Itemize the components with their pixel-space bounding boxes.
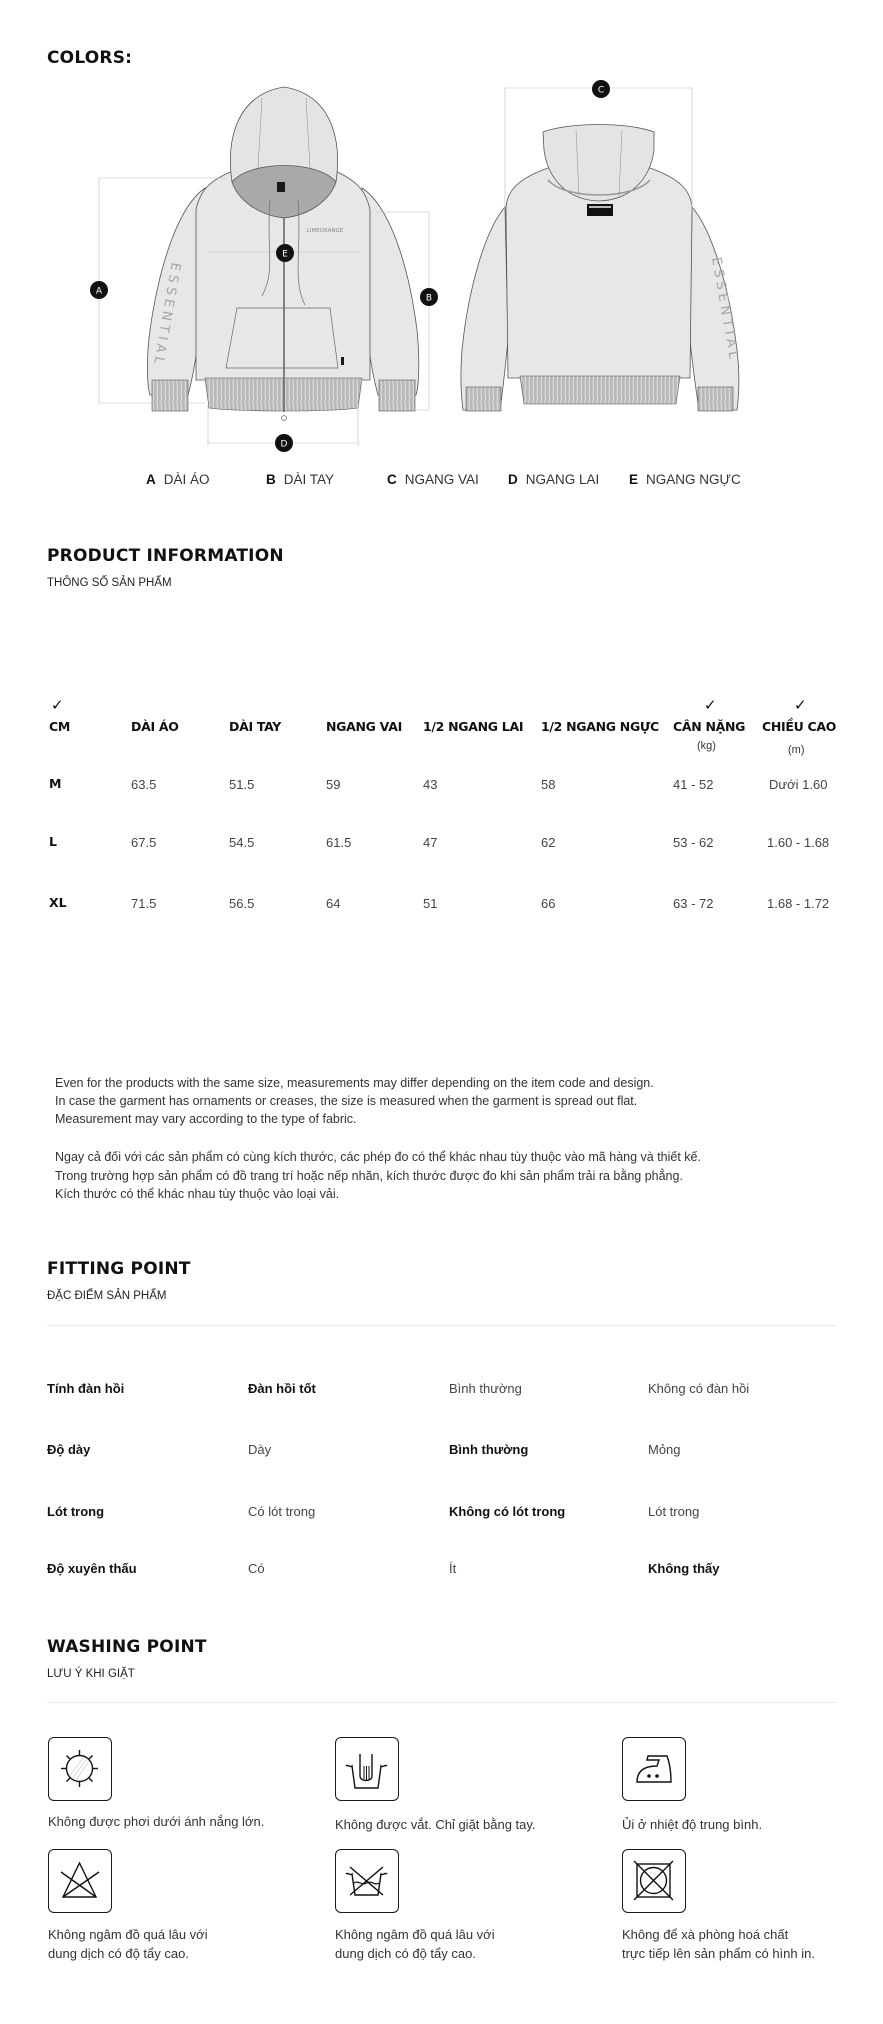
product-information-title: PRODUCT INFORMATION [47, 546, 284, 566]
fitting-attribute-label: Độ dày [47, 1442, 91, 1457]
fitting-point-subtitle: ĐẶC ĐIỂM SẢN PHẨM [47, 1290, 167, 1302]
legend-item-c: C NGANG VAI [387, 472, 479, 487]
fitting-option: Bình thường [449, 1381, 522, 1396]
fitting-option: Ít [449, 1561, 457, 1576]
washing-caption: Ủi ở nhiệt độ trung bình. [622, 1817, 763, 1832]
washing-point-subtitle: LƯU Ý KHI GIẶT [47, 1668, 135, 1680]
table-cell: 43 [423, 777, 438, 792]
note-en-line: Even for the products with the same size, measurements may differ depending on the item code and design. [55, 1076, 654, 1090]
hand-wash-icon [335, 1737, 399, 1801]
height-unit: (m) [788, 744, 805, 756]
size-label: L [49, 834, 57, 849]
column-header-weight: CÂN NẶNG [673, 719, 746, 734]
marker-d [275, 434, 293, 452]
no-tumble-dry-icon [622, 1849, 686, 1913]
legend-item-d: D NGANG LAI [508, 472, 600, 487]
fitting-option: Không có đàn hồi [648, 1381, 750, 1396]
svg-text:B: B [425, 293, 433, 304]
no-bleach-icon [48, 1849, 112, 1913]
note-en-line: Measurement may vary according to the type of fabric. [55, 1112, 357, 1126]
table-cell: 61.5 [326, 835, 352, 850]
svg-text:E: E [282, 249, 288, 260]
svg-text:A: A [95, 286, 103, 297]
table-cell: 58 [541, 777, 556, 792]
svg-text:C: C [597, 85, 605, 96]
table-cell: 63.5 [131, 777, 157, 792]
table-cell: 56.5 [229, 896, 255, 911]
product-information-subtitle: THÔNG SỐ SẢN PHẨM [47, 577, 172, 589]
fitting-option-selected: Không thấy [648, 1561, 720, 1576]
weight-unit: (kg) [697, 740, 716, 752]
note-vi-line: Trong trường hợp sản phẩm có đồ trang trí hoặc nếp nhăn, kích thước được đo khi sản phẩm trải ra bằng phẳng. [55, 1169, 683, 1183]
fitting-attribute-label: Tính đàn hồi [47, 1381, 125, 1396]
colors-title: COLORS: [47, 48, 133, 68]
washing-caption: Không ngâm đồ quá lâu với dung dịch có độ tẩy cao. [335, 1927, 495, 1961]
legend-item-a: A DÀI ÁO [146, 472, 210, 487]
iron-medium-icon [622, 1737, 686, 1801]
legend-item-e: E NGANG NGỰC [629, 472, 741, 487]
table-cell: 59 [326, 777, 341, 792]
table-cell: 64 [326, 896, 341, 911]
fitting-point-title: FITTING POINT [47, 1259, 191, 1279]
marker-a [90, 281, 108, 299]
check-icon: ✓ [51, 697, 64, 714]
column-header-sleeve: DÀI TAY [229, 719, 282, 734]
fitting-option-selected: Đàn hồi tốt [248, 1381, 316, 1396]
table-cell: 53 - 62 [673, 835, 714, 850]
table-cell: 67.5 [131, 835, 157, 850]
table-cell: 1.60 - 1.68 [767, 835, 830, 850]
table-cell: 51 [423, 896, 438, 911]
check-icon: ✓ [704, 697, 717, 714]
no-soak-icon [335, 1849, 399, 1913]
column-header-half-chest: 1/2 NGANG NGỰC [541, 719, 659, 734]
column-header-height: CHIỀU CAO [762, 719, 837, 734]
fitting-option: Dày [248, 1442, 272, 1457]
svg-text:D: D [280, 439, 288, 450]
fitting-attribute-label: Độ xuyên thấu [47, 1561, 137, 1576]
fitting-divider [47, 1325, 837, 1326]
table-cell: 63 - 72 [673, 896, 714, 911]
legend-item-b: B DÀI TAY [266, 472, 335, 487]
no-direct-sun-icon [48, 1737, 112, 1801]
note-vi-line: Ngay cả đối với các sản phẩm có cùng kích thước, các phép đo có thể khác nhau tùy thuộc vào mã hàng và thiết kế. [55, 1150, 701, 1164]
washing-point-title: WASHING POINT [47, 1637, 207, 1657]
washing-caption: Không ngâm đồ quá lâu với dung dịch có độ tẩy cao. [48, 1927, 208, 1961]
fitting-option: Có lót trong [248, 1504, 316, 1519]
table-cell: 1.68 - 1.72 [767, 896, 830, 911]
washing-caption: Không để xà phòng hoá chất trực tiếp lên sản phẩm có hình in. [622, 1927, 815, 1961]
column-header-half-hem: 1/2 NGANG LAI [423, 719, 524, 734]
fitting-option: Có [248, 1561, 265, 1576]
fitting-attribute-label: Lót trong [47, 1504, 105, 1519]
washing-caption: Không được phơi dưới ánh nắng lớn. [48, 1814, 265, 1829]
size-label: XL [49, 895, 67, 910]
back-hoodie-drawing [461, 85, 742, 411]
column-header-shoulder: NGANG VAI [326, 719, 402, 734]
table-cell: 47 [423, 835, 438, 850]
check-icon: ✓ [794, 697, 807, 714]
back-sleeve-print-text: ESSENTIAL [708, 256, 742, 364]
washing-divider [47, 1702, 837, 1703]
marker-e [276, 244, 294, 262]
washing-caption: Không được vắt. Chỉ giặt bằng tay. [335, 1817, 536, 1832]
table-cell: 66 [541, 896, 556, 911]
table-cell: 71.5 [131, 896, 157, 911]
note-en-line: In case the garment has ornaments or creases, the size is measured when the garment is spread out flat. [55, 1094, 638, 1108]
fitting-option-selected: Bình thường [449, 1442, 529, 1457]
front-hoodie-drawing [99, 87, 429, 446]
sleeve-print-text: ESSENTIAL [149, 261, 183, 369]
table-cell: 62 [541, 835, 556, 850]
chest-brand-text: LIMEORANGE [306, 228, 344, 234]
marker-c [592, 80, 610, 98]
table-cell: 54.5 [229, 835, 255, 850]
table-cell: 51.5 [229, 777, 255, 792]
size-label: M [49, 776, 62, 791]
marker-b [420, 288, 438, 306]
note-vi-line: Kích thước có thể khác nhau tùy thuộc vào loại vải. [55, 1187, 340, 1201]
table-cell: Dưới 1.60 [769, 777, 828, 792]
fitting-option: Lót trong [648, 1504, 700, 1519]
garment-measurement-diagram [0, 70, 883, 470]
table-cell: 41 - 52 [673, 777, 714, 792]
column-header-cm: CM [49, 719, 71, 734]
column-header-length: DÀI ÁO [131, 719, 179, 734]
fitting-option: Mỏng [648, 1442, 681, 1457]
fitting-option-selected: Không có lót trong [449, 1504, 566, 1519]
